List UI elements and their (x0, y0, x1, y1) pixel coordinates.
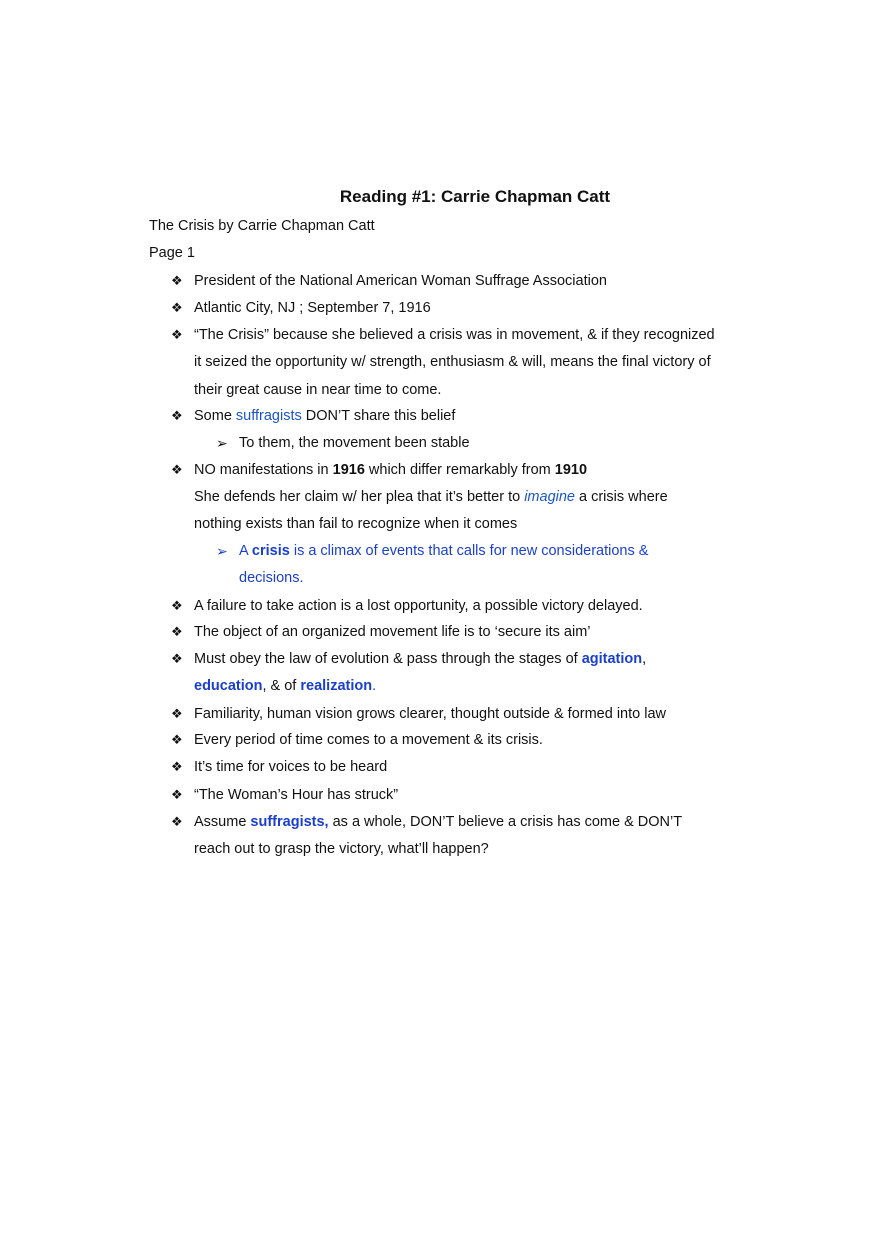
bullet-icon: ❖ (171, 327, 183, 342)
bullet-icon: ❖ (171, 651, 183, 666)
bold-term: agitation (581, 651, 643, 667)
italic-term: imagine (524, 489, 575, 505)
bullet-icon: ❖ (171, 273, 183, 288)
arrow-bullet-icon: ➢ (216, 543, 228, 559)
item-text: which differ remarkably from (364, 462, 555, 478)
bullet-icon: ❖ (171, 408, 183, 423)
list-item: The object of an organized movement life is to ‘secure its aim’ (194, 624, 591, 640)
list-item: President of the National American Woman Suffrage Association (194, 273, 607, 289)
item-text: A (239, 543, 252, 559)
list-item: It’s time for voices to be heard (194, 759, 388, 775)
list-item (194, 460, 587, 480)
list-item: Atlantic City, NJ ; September 7, 1916 (194, 300, 431, 316)
item-text: , & of (262, 678, 301, 694)
item-text: a crisis where (574, 489, 668, 505)
bullet-icon: ❖ (171, 624, 183, 639)
arrow-bullet-icon: ➢ (216, 435, 228, 451)
item-text: Some (194, 408, 236, 424)
item-text: . (372, 678, 377, 694)
bullet-icon: ❖ (171, 814, 183, 829)
bold-year: 1910 (554, 462, 588, 478)
highlight-term: suffragists (235, 408, 302, 424)
item-text: She defends her claim w/ her plea that it’s better to (194, 489, 525, 505)
document-subtitle: The Crisis by Carrie Chapman Catt (149, 218, 375, 234)
item-text: NO manifestations in (194, 462, 333, 478)
list-item: Every period of time comes to a movement & its crisis. (194, 732, 543, 748)
list-item-continuation: their great cause in near time to come. (194, 382, 442, 398)
list-item-continuation (194, 676, 376, 696)
bullet-icon: ❖ (171, 462, 183, 477)
list-item-continuation (194, 487, 668, 507)
bullet-icon: ❖ (171, 706, 183, 721)
list-item (194, 406, 455, 426)
page-label: Page 1 (149, 245, 195, 261)
list-item: “The Crisis” because she believed a crisis was in movement, & if they recognized (194, 327, 715, 343)
bold-year: 1916 (332, 462, 365, 478)
sub-list-item-continuation: decisions. (239, 570, 304, 586)
list-item: “The Woman’s Hour has struck” (194, 787, 399, 803)
list-item: A failure to take action is a lost opportunity, a possible victory delayed. (194, 598, 643, 614)
bullet-icon: ❖ (171, 598, 183, 613)
page-title: Reading #1: Carrie Chapman Catt (339, 187, 611, 206)
sub-list-item (239, 541, 648, 561)
item-text: Must obey the law of evolution & pass through the stages of (194, 651, 582, 667)
bullet-icon: ❖ (171, 300, 183, 315)
list-item: Familiarity, human vision grows clearer, thought outside & formed into law (194, 706, 667, 722)
list-item-continuation: it seized the opportunity w/ strength, enthusiasm & will, means the final victory of (194, 354, 711, 370)
list-item-continuation: nothing exists than fail to recognize when it comes (194, 516, 518, 532)
sub-list-item: To them, the movement been stable (239, 435, 470, 451)
bold-term: education (194, 678, 263, 694)
list-item (194, 812, 682, 832)
bullet-icon: ❖ (171, 732, 183, 747)
item-text: DON’T share this belief (301, 408, 456, 424)
bullet-icon: ❖ (171, 759, 183, 774)
bullet-icon: ❖ (171, 787, 183, 802)
list-item (194, 649, 646, 669)
item-text: , (642, 651, 647, 667)
list-item-continuation: reach out to grasp the victory, what’ll happen? (194, 841, 489, 857)
item-text: as a whole, DON’T believe a crisis has come & DON’T (328, 814, 683, 830)
item-text: Assume (194, 814, 251, 830)
item-text: is a climax of events that calls for new considerations & (289, 543, 649, 559)
bold-term: suffragists, (250, 814, 329, 830)
bold-term: crisis (251, 543, 290, 559)
bold-term: realization (300, 678, 373, 694)
